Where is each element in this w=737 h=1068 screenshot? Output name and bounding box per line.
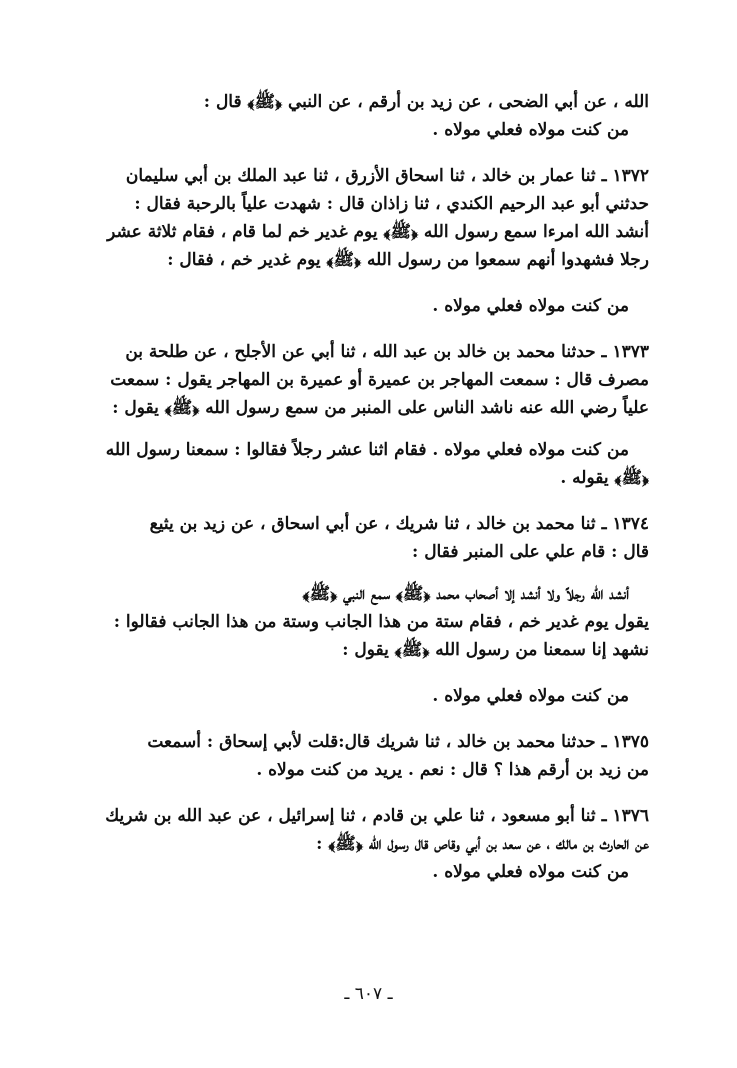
paragraph-gap [105,422,649,436]
paragraph-gap [105,710,649,728]
text-line: من كنت مولاه فعلي مولاه . [432,862,629,882]
paragraph-gap [105,144,649,162]
text-line: من زيد بن أرقم هذا ؟ قال : نعم . يريد من كنت مولاه . [256,760,649,780]
text-line: قال : قام علي على المنبر فقال : [412,542,649,562]
paragraph-gap [105,320,649,338]
text-line: من كنت مولاه فعلي مولاه . [432,686,629,706]
paragraph-gap [105,566,649,580]
text-line: الله ، عن أبي الضحى ، عن زيد بن أرقم ، عن النبي ﴿ﷺ﴾ قال : [203,92,649,112]
text-line: ١٣٧٣ ـ حدثنا محمد بن خالد بن عبد الله ، ثنا أبي عن الأجلح ، عن طلحة بن [125,342,649,362]
text-line: ١٣٧٦ ـ ثنا أبو مسعود ، ثنا علي بن قادم ، ثنا إسرائيل ، عن عبد الله بن شريك [105,806,649,826]
text-line: ١٣٧٥ ـ حدثنا محمد بن خالد ، ثنا شريك قال:قلت لأبي إسحاق : أسمعت [147,732,649,752]
text-line: علياً رضي الله عنه ناشد الناس على المنبر من سمع رسول الله ﴿ﷺ﴾ يقول : [112,398,649,418]
text-line: عن الحارث بن مالك ، عن سعد بن أبي وقاص قال رسول الله ﴿ﷺ﴾ : [316,834,649,854]
text-line: أنشد الله امرءا سمع رسول الله ﴿ﷺ﴾ يوم غدير خم لما قام ، فقام ثلاثة عشر [107,222,649,242]
text-line: ١٣٧٢ ـ ثنا عمار بن خالد ، ثنا اسحاق الأزرق ، ثنا عبد الملك بن أبي سليمان [125,166,649,186]
text-line: من كنت مولاه فعلي مولاه . [432,296,629,316]
paragraph-gap [105,492,649,510]
text-line: أنشد الله رجلاً ولا أنشد إلا أصحاب محمد ﴿ﷺ﴾ سمع النبي ﴿ﷺ﴾ [302,584,629,604]
text-line: من كنت مولاه فعلي مولاه . [432,120,629,140]
text-line: مصرف قال : سمعت المهاجر بن عميرة أو عميرة بن المهاجر يقول : سمعت [110,370,649,390]
paragraph-gap [105,274,649,292]
text-line: رجلا فشهدوا أنهم سمعوا من رسول الله ﴿ﷺ﴾ يوم غدير خم ، فقال : [167,250,649,270]
paragraph-gap [105,784,649,802]
text-line: ١٣٧٤ ـ ثنا محمد بن خالد ، ثنا شريك ، عن أبي اسحاق ، عن زيد بن يثيع [149,514,649,534]
page-text [105,88,649,886]
page-number: ـ ٦٠٧ ـ [344,984,393,1004]
paragraph-gap [105,664,649,682]
text-line: ﴿ﷺ﴾ يقوله . [560,468,649,488]
text-line: من كنت مولاه فعلي مولاه . فقام اثنا عشر رجلاً فقالوا : سمعنا رسول الله [105,440,629,460]
text-line: حدثني أبو عبد الرحيم الكندي ، ثنا زاذان قال : شهدت علياً بالرحبة فقال : [134,194,649,214]
text-line: يقول يوم غدير خم ، فقام ستة من هذا الجانب وستة من هذا الجانب فقالوا : [113,612,649,632]
text-line: نشهد إنا سمعنا من رسول الله ﴿ﷺ﴾ يقول : [342,640,649,660]
